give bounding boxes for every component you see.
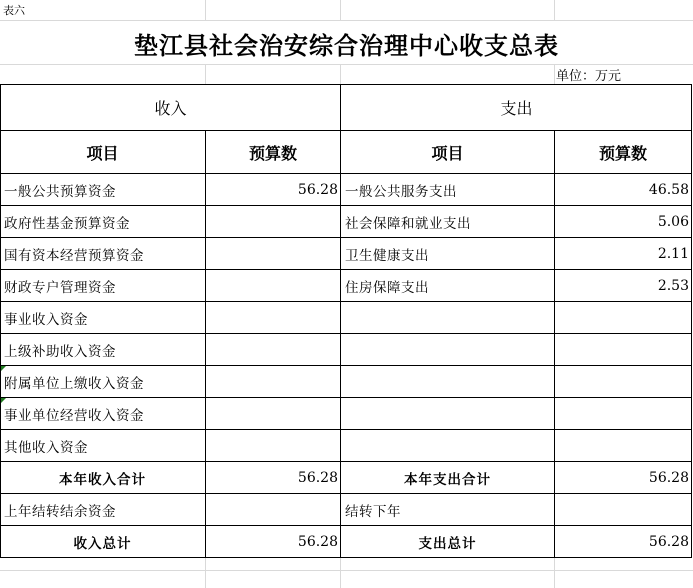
income-row-item: 国有资本经营预算资金	[4, 247, 144, 264]
income-row-item: 财政专户管理资金	[4, 279, 116, 296]
expense-year-total-label: 本年支出合计	[404, 471, 491, 488]
expense-row-value	[555, 366, 691, 397]
income-year-total-value: 56.28	[297, 469, 338, 486]
expense-year-total-value: 56.28	[648, 469, 689, 486]
income-row-value	[206, 334, 340, 365]
income-row-value	[206, 302, 340, 333]
income-row-value	[206, 206, 340, 237]
expense-row-item: 社会保障和就业支出	[345, 215, 471, 232]
expense-row-value: 46.58	[648, 181, 689, 198]
income-row-item: 事业收入资金	[4, 311, 88, 328]
expense-grand-total-label: 支出总计	[418, 535, 477, 552]
expense-carryover-label: 结转下年	[345, 503, 401, 520]
income-row-value	[206, 270, 340, 301]
income-carryover-value	[206, 494, 340, 525]
income-row-item: 事业单位经营收入资金	[4, 407, 144, 424]
expense-row-value: 2.11	[657, 245, 689, 262]
income-carryover-label: 上年结转结余资金	[4, 503, 116, 520]
expense-carryover-value	[555, 494, 691, 525]
unit-label: 单位：万元	[556, 68, 622, 84]
income-row-value	[206, 238, 340, 269]
income-row-item: 上级补助收入资金	[4, 343, 116, 360]
income-row-value	[206, 430, 340, 461]
income-row-value	[206, 398, 340, 429]
income-row-item: 一般公共预算资金	[4, 183, 116, 200]
expense-row-item: 卫生健康支出	[345, 247, 429, 264]
page-title: 垫江县社会治安综合治理中心收支总表	[134, 30, 559, 60]
income-col-budget: 预算数	[248, 143, 297, 163]
expense-row-item: 住房保障支出	[345, 279, 429, 296]
expense-row-item	[341, 302, 554, 333]
expense-grand-total-value: 56.28	[648, 533, 689, 550]
expense-row-item	[341, 366, 554, 397]
expense-row-value	[555, 302, 691, 333]
expense-row-item	[341, 398, 554, 429]
expense-row-value: 2.53	[657, 277, 689, 294]
expense-row-item	[341, 334, 554, 365]
income-row-item: 其他收入资金	[4, 439, 88, 456]
income-grand-total-label: 收入总计	[73, 535, 132, 552]
income-row-item: 附属单位上缴收入资金	[4, 375, 144, 392]
expense-row-value	[555, 334, 691, 365]
income-row-value: 56.28	[297, 181, 338, 198]
income-row-value	[206, 366, 340, 397]
expense-col-item: 项目	[431, 143, 464, 163]
income-section-header: 收入	[154, 99, 187, 118]
income-col-item: 项目	[86, 143, 119, 163]
expense-col-budget: 预算数	[598, 143, 647, 163]
expense-section-header: 支出	[500, 99, 533, 118]
expense-row-item	[341, 430, 554, 461]
expense-row-value	[555, 398, 691, 429]
income-row-item: 政府性基金预算资金	[4, 215, 130, 232]
expense-row-item: 一般公共服务支出	[345, 183, 457, 200]
expense-row-value	[555, 430, 691, 461]
income-year-total-label: 本年收入合计	[59, 471, 146, 488]
expense-row-value: 5.06	[657, 213, 689, 230]
income-grand-total-value: 56.28	[297, 533, 338, 550]
sheet-label: 表六	[3, 4, 25, 17]
